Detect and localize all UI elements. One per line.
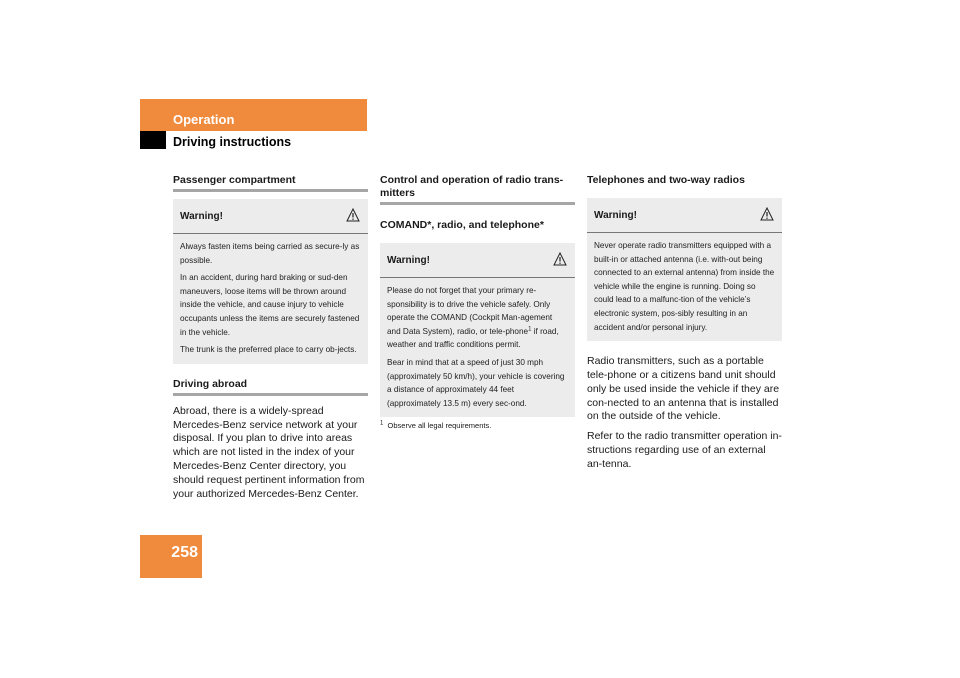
warning-box-telephones	[587, 198, 782, 341]
warning-title: Warning!	[387, 255, 430, 266]
warning-text: Bear in mind that at a speed of just 30 mph (approximately 50 km/h), your vehicle is covering a distance of approximately 44 feet (approximately 13.5 m) every sec-ond.	[387, 357, 565, 408]
heading-radio-transmitters: Control and operation of radio trans-mitters	[380, 174, 575, 205]
body-paragraph: Refer to the radio transmitter operation in-structions regarding use of an external an-tenna.	[587, 430, 782, 470]
warning-text: Always fasten items being carried as secure-ly as possible.	[180, 242, 360, 265]
warning-title: Warning!	[594, 210, 637, 221]
page-number: 258	[171, 544, 198, 561]
footnote-reference: 1	[528, 326, 532, 333]
warning-text: Please do not forget that your primary re-sponsibility is to drive the vehicle safely. Only operate the COMAND (Cockpit Man-agement and Data System), radio, or tele-phone$^1$ if road, weather and traffic conditions permit.	[387, 286, 559, 350]
warning-text: In an accident, during hard braking or sud-den maneuvers, loose items will be thrown around inside the vehicle, and cause injury to vehicle occupants unless the items are securely fastened in the vehicle.	[180, 273, 360, 337]
warning-triangle-icon	[346, 208, 360, 222]
heading-passenger-compartment: Passenger compartment	[173, 174, 368, 192]
warning-text: The trunk is the preferred place to carry ob-jects.	[180, 345, 357, 355]
body-paragraph: Radio transmitters, such as a portable tele-phone or a citizens band unit should only be used inside the vehicle if they are con-nected to an antenna that is installed on the outside of the vehicle.	[587, 355, 780, 423]
heading-driving-abroad: Driving abroad	[173, 378, 368, 396]
warning-title: Warning!	[180, 211, 223, 222]
footnote: $^1$ Observe all legal requirements.	[380, 420, 492, 431]
warning-box-comand	[380, 243, 575, 417]
column-2	[380, 174, 575, 431]
warning-triangle-icon	[553, 252, 567, 266]
subsection-title: Driving instructions	[173, 135, 292, 149]
warning-triangle-icon	[760, 207, 774, 221]
subheading-comand: COMAND*, radio, and telephone*	[380, 219, 544, 231]
warning-box-passenger	[173, 199, 368, 364]
heading-telephones: Telephones and two-way radios	[587, 174, 745, 186]
column-3	[587, 174, 782, 478]
body-paragraph: Abroad, there is a widely-spread Mercedes-Benz service network at your disposal. If you plan to drive into areas which are not listed in the index of your Mercedes-Benz Center directory, you should request pertinent information from your authorized Mercedes-Benz Center.	[173, 404, 365, 500]
column-1	[173, 174, 368, 507]
subsection-marker	[140, 131, 166, 149]
page-number-box	[140, 535, 202, 578]
section-title: Operation	[173, 112, 235, 127]
warning-text: Never operate radio transmitters equipped with a built-in or attached antenna (i.e. with-out being connected to an external antenna) from inside the vehicle while the engine is running. Doing so could lead to a malfunc-tion of the vehicle’s electronic system, pos-sibly resulting in an accident and/or personal injury.	[594, 241, 775, 332]
